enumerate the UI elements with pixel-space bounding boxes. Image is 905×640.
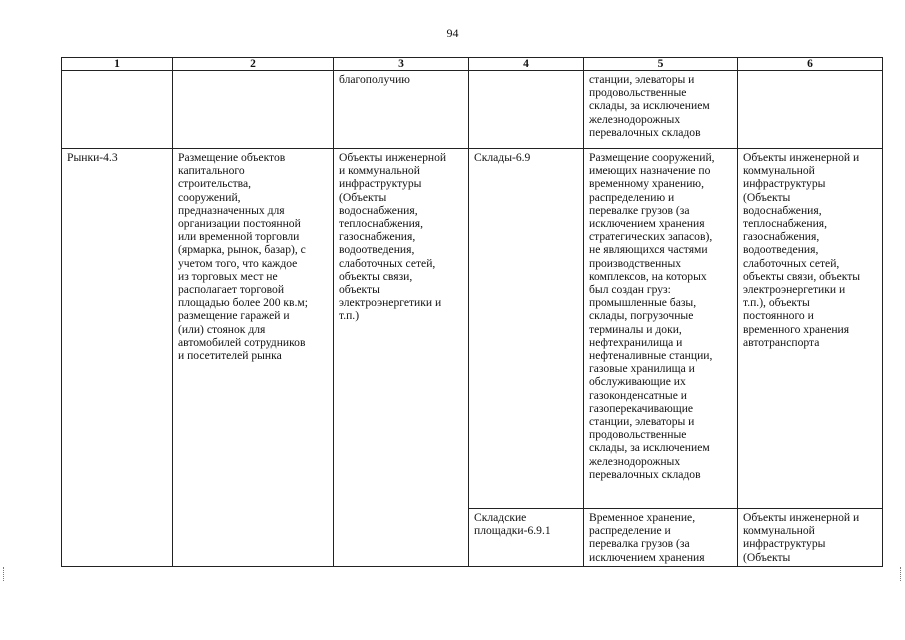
cell-conditional-auxiliary-objects bbox=[738, 509, 883, 567]
table-row-markets bbox=[62, 149, 883, 509]
cell-use-description bbox=[173, 71, 334, 149]
cell-text: Временное хранение, распределение и перевалка грузов (за исключением хранения bbox=[589, 511, 705, 564]
cell-auxiliary-objects bbox=[334, 71, 469, 149]
cell-conditional-auxiliary-objects bbox=[738, 71, 883, 149]
cell-text: Размещение объектов капитального строительства, сооружений, предназначенных для организации постоянной или временной торговли (ярмарка, рынок, базар), с учетом того, что каждое из торговых мест не располагает торговой площадью более 200 кв.м; размещение гаражей и (или) стоянок для автомобилей сотрудников и посетителей рынка bbox=[178, 151, 308, 363]
cell-conditional-auxiliary-objects bbox=[738, 149, 883, 509]
table-header-row bbox=[62, 58, 883, 71]
column-header-4: 4 bbox=[469, 58, 584, 71]
cell-conditional-use-description bbox=[584, 71, 738, 149]
column-header-1: 1 bbox=[62, 58, 173, 71]
cell-conditional-use-description bbox=[584, 509, 738, 567]
cell-text: Объекты инженерной и коммунальной инфраструктуры (Объекты водоснабжения, теплоснабжения, газоснабжения, водоотведения, слаботочных сетей, объекты связи, объекты электроэнергетики и т.п.) bbox=[339, 151, 447, 323]
cell-text: Складские площадки-6.9.1 bbox=[474, 511, 551, 538]
page-number: 94 bbox=[446, 26, 459, 40]
cell-conditional-use-type bbox=[469, 149, 584, 509]
column-header-5: 5 bbox=[584, 58, 738, 71]
cell-text: Склады-6.9 bbox=[474, 151, 531, 164]
cell-use-description bbox=[173, 149, 334, 567]
cell-text: Объекты инженерной и коммунальной инфраструктуры (Объекты bbox=[743, 511, 860, 564]
cell-text: Размещение сооружений, имеющих назначение по временному хранению, распределению и перевалке грузов (за исключением хранения стратегических запасов), не являющихся частями производственных комплексов, на которых был создан груз: промышленные базы, склады, погрузочные терминалы и доки, нефтехранилища и нефтеналивные станции, газовые хранилища и обслуживающие их газоконденсатные и газоперекачивающие станции, элеваторы и продовольственные склады, за исключением железнодорожных перевалочных складов bbox=[589, 151, 715, 481]
right-edge-mark bbox=[900, 567, 904, 581]
cell-auxiliary-objects bbox=[334, 149, 469, 567]
cell-conditional-use-type bbox=[469, 509, 584, 567]
cell-conditional-use-type bbox=[469, 71, 584, 149]
cell-text: Рынки-4.3 bbox=[67, 151, 118, 164]
regulations-table bbox=[61, 57, 883, 567]
cell-text: Объекты инженерной и коммунальной инфраструктуры (Объекты водоснабжения, теплоснабжения, газоснабжения, водоотведения, слаботочных сетей, объекты связи, объекты электроэнергетики и т.п.), объекты постоянного и временного хранения автотранспорта bbox=[743, 151, 861, 349]
column-header-2: 2 bbox=[173, 58, 334, 71]
cell-use-type bbox=[62, 149, 173, 567]
column-header-3: 3 bbox=[334, 58, 469, 71]
table-row-continuation bbox=[62, 71, 883, 149]
cell-use-type bbox=[62, 71, 173, 149]
cell-text: благополучию bbox=[339, 73, 410, 86]
left-edge-mark bbox=[3, 567, 7, 581]
column-header-6: 6 bbox=[738, 58, 883, 71]
cell-text: станции, элеваторы и продовольственные склады, за исключением железнодорожных перевалочных складов bbox=[589, 73, 710, 139]
cell-conditional-use-description bbox=[584, 149, 738, 509]
